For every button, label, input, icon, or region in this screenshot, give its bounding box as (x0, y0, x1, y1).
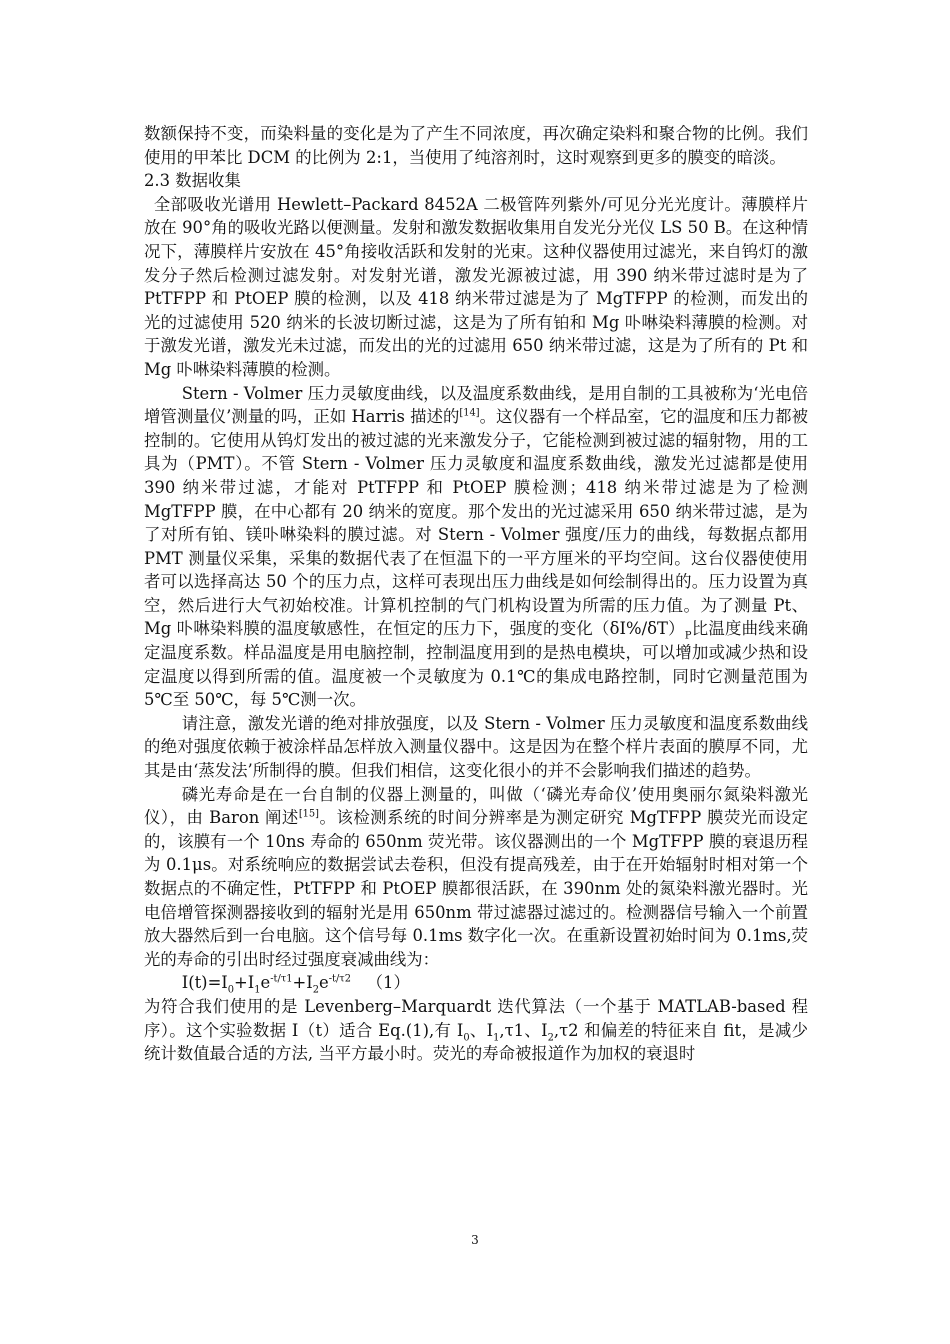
paragraph-stern-volmer: Stern - Volmer 压力灵敏度曲线，以及温度系数曲线，是用自制的工具被称为‘光电倍增管测量仪’测量的吗，正如 Harris 描述的[14]。这仪器有一个样品室，它的温度和压力都被控制的。它使用从钨灯发出的被过滤的光来激发分子，它能检测到被过滤的辐射物，用的工具为（PMT）。不管 Stern - Volmer 压力灵敏度和温度系数曲线，激发光过滤都是使用 390 纳米带过滤，才能对 PtTFPP 和 PtOEP 膜检测；418 纳米带过滤是为了检测 MgTFPP 膜，在中心都有 20 纳米的宽度。那个发出的光过滤采用 650 纳米带过滤，是为了对所有铂、镁卟啉染料的膜过滤。对 Stern - Volmer 强度/压力的曲线，每数据点都用 PMT 测量仪采集，采集的数据代表了在恒温下的一平方厘米的平均空间。这台仪器使使用者可以选择高达 50 个的压力点，这样可表现出压力曲线是如何绘制得出的。压力设置为真空，然后进行大气初始校准。计算机控制的气门机构设置为所需的压力值。为了测量 Pt、Mg 卟啉染料膜的温度敏感性，在恒定的压力下，强度的变化$(\delta I\%/\delta T)_P$比温度曲线来确定温度系数。样品温度是用电脑控制，控制温度用到的是热电模块，可以增加或减少热和设定温度以得到所需的值。温度被一个灵敏度为 0.1℃的集成电路控制，同时它测量范围为 5℃至 50℃，每 5℃测一次。 (144, 383, 808, 710)
paragraph-data-collection: 全部吸收光谱用 Hewlett–Packard 8452A 二极管阵列紫外/可见分光光度计。薄膜样片放在 90°角的吸收光路以便测量。发射和激发数据收集用自发光分光仪 LS 50 B。在这种情况下，薄膜样片安放在 45°角接收活跃和发射的光束。这种仪器使用过滤光，来自钨灯的激发分子然后检测过滤发射。对发射光谱，激发光源被过滤，用 390 纳米带过滤时是为了 PtTFPP 和 PtOEP 膜的检测，以及 418 纳米带过滤是为了 MgTFPP 的检测，而发出的光的过滤使用 520 纳米的长波切断过滤，这是为了所有铂和 Mg 卟啉染料薄膜的检测。对于激发光谱，激发光未过滤，而发出的光的过滤用 650 纳米带过滤，这是为了所有的 Pt 和 Mg 卟啉染料薄膜的检测。 (144, 194, 808, 379)
section-heading: 2.3 数据收集 (144, 171, 241, 191)
equation-1: $I(t)=I_0+I_1e^{-t/\tau 1}+I_2e^{-t/\tau 2}$ （1） (181, 973, 410, 996)
paragraph-lifetime: 磷光寿命是在一台自制的仪器上测量的，叫做（‘磷光寿命仪’使用奥丽尔氮染料激光仪），由 Baron 阐述[15]。该检测系统的时间分辨率是为测定研究 MgTFPP 膜荧光而设定的，该膜有一个 10ns 寿命的 650nm 荧光带。该仪器测出的一个 MgTFPP 膜的衰退历程为 0.1μs。对系统响应的数据尝试去卷积，但没有提高残差，由于在开始辐射时相对第一个数据点的不确定性，PtTFPP 和 PtOEP 膜都很活跃，在 390nm 处的氮染料激光器时。光电倍增管探测器接收到的辐射光是用 650nm 带过滤器过滤过的。检测器信号输入一个前置放大器然后到一台电脑。这个信号每 0.1ms 数字化一次。在重新设置初始时间为 0.1ms,荧光的寿命的引出时经过强度衰减曲线为： (144, 784, 809, 969)
equation-number: （1） (366, 973, 410, 993)
page-number: 3 (471, 1233, 479, 1247)
subscript-p: P (684, 630, 692, 642)
paragraph-continued: 数额保持不变，而染料量的变化是为了产生不同浓度，再次确定染料和聚合物的比例。我们使用的甲苯比 DCM 的比例为 2:1，当使用了纯溶剂时，这时观察到更多的膜变的暗淡。 (144, 124, 808, 167)
body-text (144, 122, 808, 1066)
paragraph-note: 请注意，激发光谱的绝对排放强度，以及 Stern - Volmer 压力灵敏度和温度系数曲线的绝对强度依赖于被涂样品怎样放入测量仪器中。这是因为在整个样片表面的膜厚不同，尤其是由‘蒸发法’所制得的膜。但我们相信，这变化很小的并不会影响我们描述的趋势。 (144, 713, 808, 781)
paragraph-fit: 为符合我们使用的是 Levenberg–Marquardt 迭代算法（一个基于 MATLAB-based 程序）。这个实验数据 I（t）适合 Eq.(1),有 $I_0$、$I_1,\tau 1$、$I_2,\tau 2$ 和偏差的特征来自 fit，是减少统计数值最合适的方法, 当平方最小时。荧光的寿命被报道作为加权的衰退时 (144, 996, 808, 1064)
citation-14: [14] (459, 407, 480, 419)
citation-15: [15] (298, 808, 320, 820)
